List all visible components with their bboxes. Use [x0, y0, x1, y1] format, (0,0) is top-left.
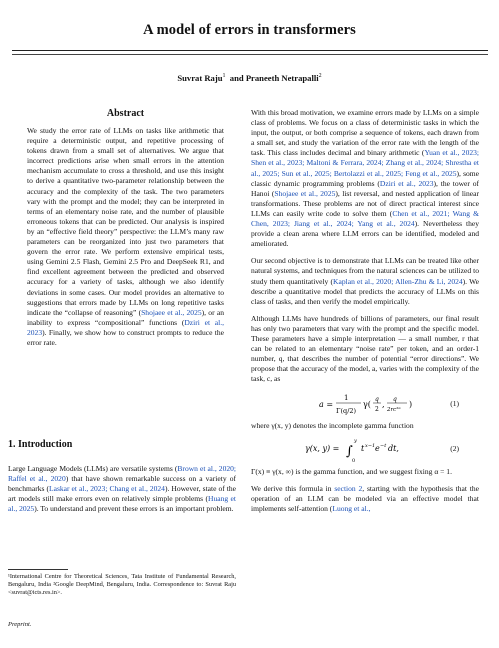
citation-link[interactable]: Brown et al., 2020; Raffel et al., 2020 — [8, 464, 236, 484]
title-rule-bottom — [12, 54, 488, 55]
author-line — [0, 73, 499, 83]
svg-text:2: 2 — [375, 406, 379, 414]
equation-number: (1) — [450, 399, 459, 409]
body-text: ), the tower of Hanoi ( — [251, 178, 479, 198]
svg-text:y: y — [354, 437, 357, 444]
svg-text:,: , — [382, 400, 385, 410]
svg-text:Γ(q/2): Γ(q/2) — [336, 407, 357, 416]
footnote-rule — [8, 569, 68, 570]
body-paragraph: where γ(x, y) denotes the incomplete gamma function — [251, 421, 414, 431]
citation-link[interactable]: Laskar et al., 2023; Chang et al., 2024 — [49, 484, 165, 494]
svg-text:dt,: dt, — [388, 443, 399, 453]
body-paragraph: Although LLMs have hundreds of billions of parameters, our final result has only two parameters that vary with the prompt and the specific model. These parameters have a simple interpretation — a small number, r that can be related to an elementary “noise rate” per token, and an order-1 number, q, that describes the number of potential “error directions”. We propose that the accuracy of the model, a, varies with the complexity of the task, c, as — [251, 313, 479, 384]
abstract-text: ). Finally, we show how to construct prompts to reduce the error rate. — [27, 327, 224, 347]
affiliation-footnote: ¹International Centre for Theoretical Sciences, Tata Institute of Fundamental Research, Bengaluru, India ²Google DeepMind, Bengaluru, India. Correspondence to: Suvrat Raju <suvrat@icts.res.in>. — [8, 573, 236, 596]
citation-link[interactable]: Luong et al., — [332, 503, 371, 513]
abstract-text: ), or an inability to express “compositional” functions ( — [27, 307, 225, 327]
author-conjunction: and — [229, 73, 244, 83]
svg-text:γ(: γ( — [363, 400, 371, 410]
author-name: Praneeth Netrapalli — [245, 73, 319, 83]
abstract-text: We study the error rate of LLMs on tasks like arithmetic that require a deterministic output, and repetitive processing of tokens drawn from a small set of alternatives. We argue that incorrect predictions arise when small errors in the attention mechanism accumulate to cross a threshold, and use this insight to derive a quantitative two-parameter relationship between the accuracy and the complexity of the task. The two parameters vary with the prompt and the model; they can be interpreted in terms of an elementary noise rate, and the number of plausible erroneous tokens that can be predicted. Our analysis is inspired by an “effective field theory” perspective: the LLM’s many raw parameters can be reorganized into just two parameters that govern the error rate. We perform extensive empirical tests, using Gemini 2.5 Flash, Gemini 2.5 Pro and DeepSeek R1, and find excellent agreement between the predicted and observed accuracy for a variety of tasks, although we also identify deviations in some cases. Our model provides an alternative to suggestions that errors made by LLMs on long repetitive tasks indicate the “collapse of reasoning” ( — [27, 126, 224, 317]
abstract-body — [27, 126, 224, 348]
body-text: We derive this formula in — [251, 483, 335, 493]
equation-1 — [251, 391, 479, 417]
body-text: ) that have shown remarkable success on a variety of benchmarks ( — [8, 474, 236, 494]
svg-text:x−1: x−1 — [365, 442, 376, 449]
body-paragraph — [251, 256, 479, 306]
section-link[interactable]: section 2 — [334, 483, 363, 493]
svg-text:a =: a = — [319, 400, 334, 410]
affiliation-mark: 1 — [222, 73, 226, 80]
body-text: ), list reversal, and nested application of linear transformations. These problems are not of direct practical interest since LLMs can easily write code to solve them ( — [251, 188, 480, 218]
citation-link[interactable]: Dziri et al., 2023 — [379, 178, 434, 188]
citation-link[interactable]: Chen et al., 2021; Wang & Chen, 2023; Jiang et al., 2024; Yang et al., 2024 — [251, 208, 479, 229]
equation-2 — [251, 434, 479, 464]
body-text: Our second objective is to demonstrate that LLMs can be treated like other natural systems, and techniques from the natural sciences can be utilized to study them quantitatively ( — [251, 256, 479, 286]
body-text: Large Language Models (LLMs) are versatile systems ( — [8, 464, 178, 473]
citation-link[interactable]: Huang et al., 2025 — [8, 494, 236, 514]
citation-link[interactable]: Shojaee et al., 2025 — [141, 307, 202, 317]
right-column — [251, 108, 479, 521]
body-paragraph — [251, 108, 479, 249]
body-paragraph: Γ(x) ≡ γ(x, ∞) is the gamma function, and we suggest fixing α = 1. — [251, 466, 452, 476]
citation-link[interactable]: Kaplan et al., 2020; Allen-Zhu & Li, 2024 — [333, 276, 463, 286]
body-text: ). We describe a quantitative model that predicts the accuracy of LLMs on this class of tasks, and then verify the model empirically. — [251, 276, 479, 306]
svg-text:): ) — [409, 400, 413, 410]
body-text: With this broad motivation, we examine errors made by LLMs on a simple class of problems. We focus on a class of deterministic tasks in which the input, the output, or both comprise a sequence of tokens, each drawn from a small set, and study the variation of the error rate with the length of the task. This class includes decimal and binary arithmetic ( — [251, 108, 479, 158]
affiliation-mark: 2 — [318, 73, 322, 80]
intro-paragraph — [8, 464, 236, 514]
paper-title: A model of errors in transformers — [143, 22, 356, 38]
citation-link[interactable]: Dziri et al., 2023 — [27, 317, 224, 337]
svg-text:∫: ∫ — [346, 443, 353, 459]
body-paragraph — [251, 484, 479, 514]
body-text: ). Nevertheless they provide a clean arena where LLM errors can be identified, modeled and ameliorated. — [251, 219, 479, 249]
author-name: Suvrat Raju — [177, 73, 223, 83]
svg-text:γ(x, y) =: γ(x, y) = — [305, 443, 340, 453]
abstract-heading: Abstract — [106, 108, 145, 119]
section-heading: 1. Introduction — [8, 439, 73, 450]
body-text: ). However, state of the art models still make errors even on relatively simple problems ( — [8, 484, 237, 504]
citation-link[interactable]: Yuan et al., 2023; Shen et al., 2023; Maltoni & Ferrara, 2024; Zhang et al., 2024; Shrestha et al., 2025; Sun et al., 2025; Bertolazzi et al., 2025; Feng et al., 2025 — [251, 148, 479, 178]
svg-text:q: q — [393, 396, 397, 404]
body-text: ). To understand and prevent these errors is an important problem. — [34, 504, 234, 514]
svg-text:0: 0 — [352, 457, 356, 464]
preprint-label: Preprint. — [8, 621, 32, 628]
svg-text:e: e — [375, 443, 380, 453]
equation-number: (2) — [450, 443, 459, 453]
citation-link[interactable]: Shojaee et al., 2025 — [274, 188, 336, 198]
equation-1-formula — [251, 391, 479, 417]
body-text: ), some classic dynamic programming problems ( — [251, 168, 479, 188]
svg-text:2rc²ᵅ: 2rc²ᵅ — [387, 407, 401, 414]
equation-2-formula — [251, 434, 479, 464]
svg-text:−t: −t — [380, 442, 387, 449]
svg-text:q: q — [375, 396, 379, 404]
title-rule-top — [12, 50, 488, 51]
body-text: , starting with the hypothesis that the operation of an LLM can be modeled via an effective model that implements self-attention ( — [251, 483, 479, 513]
svg-text:1: 1 — [344, 394, 349, 403]
svg-text:t: t — [361, 443, 365, 453]
